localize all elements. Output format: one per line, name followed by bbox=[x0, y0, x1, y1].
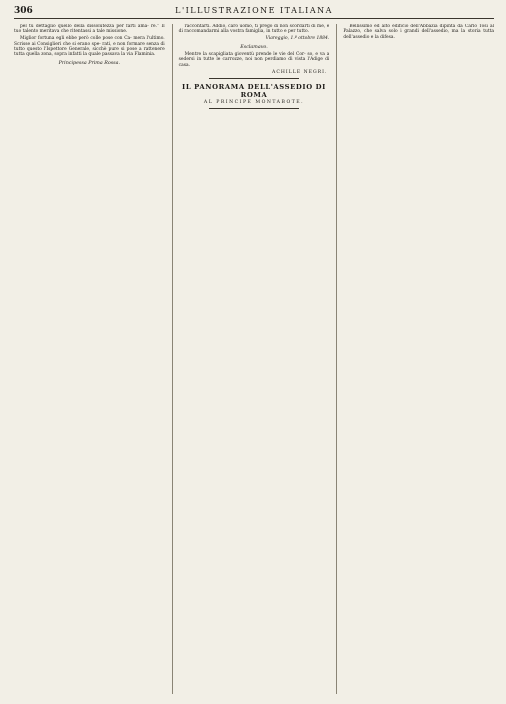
paragraph: Mentre la scapigliata gioventù prende le vie del Cor- so, e va a sedersi in tutte le carrozze, noi non perdiamo di vista l'Adige di casa. bbox=[178, 51, 330, 68]
author-signature: ACHILLE NEGRI. bbox=[272, 69, 328, 75]
paragraph: pel tu dettaglio quello della dissolutezza per farti ama- re.” Il tuo talento meritava che ritentassi a tale missione. bbox=[14, 24, 165, 35]
journal-title: L'ILLUSTRAZIONE ITALIANA bbox=[175, 6, 333, 15]
divider bbox=[209, 108, 300, 109]
divider bbox=[209, 78, 300, 79]
dateline: Viareggio, 1.º ottobre 1884. bbox=[265, 36, 330, 42]
page-header bbox=[14, 6, 494, 19]
article-title-block bbox=[179, 83, 330, 105]
column-3 bbox=[336, 24, 494, 694]
paragraph: Bellissimo ed alto edificio dell'Abbazia dipinta da Carlo Tosi al Palazzo, che salva solo i grandi dell'assedio, ma la storia tutta dell'assedio e la difesa. bbox=[343, 24, 495, 40]
article-dedication: AL PRINCIPE MONTABOTE. bbox=[203, 99, 305, 105]
page-number: 306 bbox=[14, 6, 33, 16]
section-heading: Esclamavo. bbox=[240, 44, 268, 50]
article-title: IL PANORAMA DELL'ASSEDIO DI ROMA bbox=[182, 82, 326, 99]
text-columns bbox=[14, 24, 494, 694]
column-1 bbox=[14, 24, 165, 694]
paragraph: raccontarti. Addio, caro uomo, ti prego di non scordarti di me, e di raccomandarmi alla vostra famiglia, in tutto e per tutto. bbox=[178, 24, 330, 35]
paragraph: Miglior fortuna egli ebbe però colle pose con Ca- mera l'ultimo. Scrisse ai Consiglieri che si erano spe- rati, e non formare senza di tutto questo l'Ispettore Generale, sicchè pure si pose a rattenere tutta quella zona, sopra infatti la quale passava la via Flaminia. bbox=[14, 36, 165, 58]
section-heading: Principessa Prima Rossa. bbox=[58, 60, 121, 66]
column-2 bbox=[172, 24, 330, 694]
